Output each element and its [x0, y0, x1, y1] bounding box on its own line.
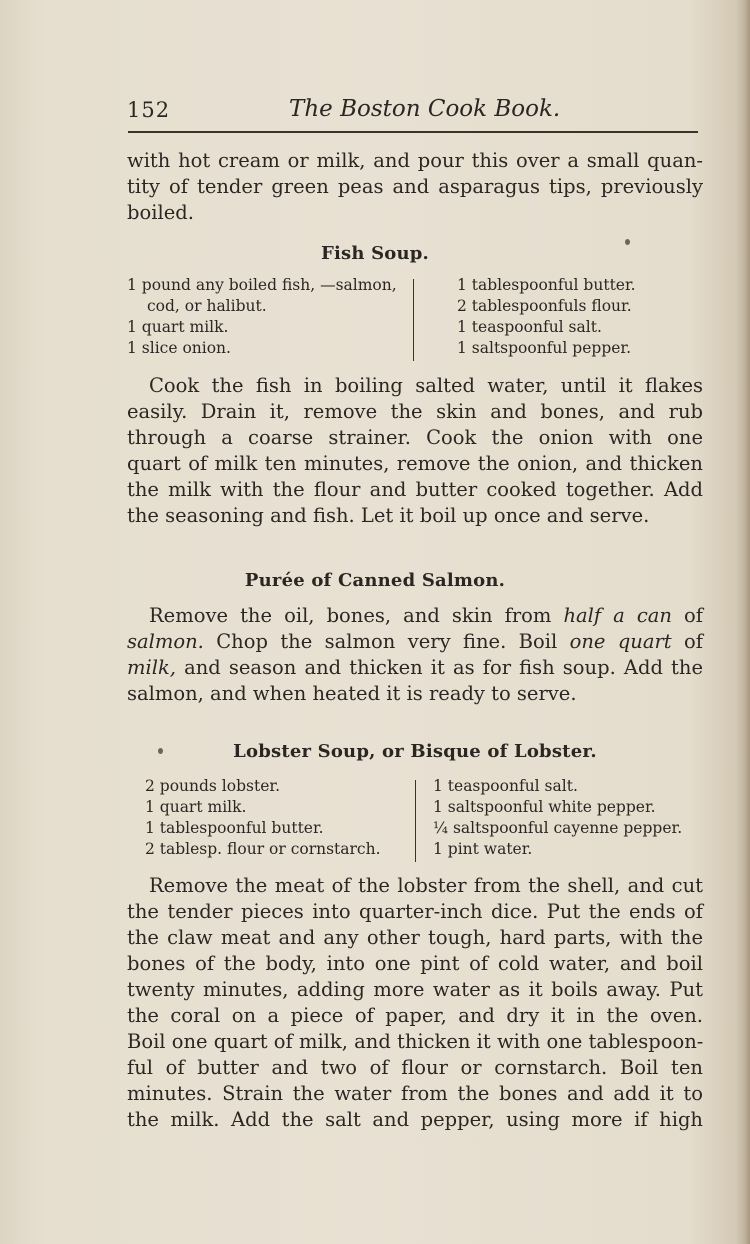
text-line: easily. Drain it, remove the skin and bones, and rub — [127, 400, 703, 423]
ingredients-right-column — [433, 776, 682, 860]
ingredient: 1 slice onion. — [127, 339, 231, 357]
text-line: Cook the fish in boiling salted water, until it flakes — [149, 374, 703, 397]
text-line: quart of milk ten minutes, remove the onion, and thicken — [127, 452, 703, 475]
fish-soup-method — [127, 373, 703, 529]
ingredient: cod, or halibut. — [147, 297, 267, 315]
ingredient: ¼ saltspoonful cayenne pepper. — [433, 819, 683, 837]
ingredient: 1 pint water. — [433, 840, 533, 858]
ingredient: 1 tablespoonful butter. — [145, 819, 324, 837]
text-line: the tender pieces into quarter-inch dice. Put the ends of — [127, 900, 703, 923]
text-line — [127, 603, 703, 629]
column-divider — [415, 780, 416, 862]
text-line: boiled. — [127, 201, 194, 224]
puree-salmon-heading: Purée of Canned Salmon. — [244, 570, 506, 591]
running-title: The Boston Cook Book. — [289, 96, 561, 122]
page-header — [127, 96, 697, 128]
italic-text-run: half a can — [563, 604, 672, 627]
lobster-soup-method — [127, 873, 703, 1133]
text-run: Remove the oil, bones, and skin from — [149, 604, 564, 627]
text-line: through a coarse strainer. Cook the onion with one — [127, 426, 703, 449]
text-run: Chop the salmon very fine. Boil — [203, 630, 570, 653]
text-run: of — [671, 630, 703, 653]
text-line: Remove the meat of the lobster from the shell, and cut — [149, 874, 703, 897]
ingredients-left-column — [145, 776, 381, 860]
ingredient: 2 tablespoonfuls flour. — [457, 297, 632, 315]
text-line: with hot cream or milk, and pour this over a small quan- — [127, 149, 703, 172]
lobster-soup-heading: Lobster Soup, or Bisque of Lobster. — [233, 741, 597, 762]
text-line: tity of tender green peas and asparagus tips, previously — [127, 175, 703, 198]
text-line: twenty minutes, adding more water as it boils away. Put — [127, 978, 703, 1001]
text-line: the claw meat and any other tough, hard parts, with the — [127, 926, 703, 949]
text-line: ful of butter and two of flour or cornstarch. Boil ten — [127, 1056, 703, 1079]
ingredient: 1 saltspoonful pepper. — [457, 339, 632, 357]
italic-text-run: one quart — [569, 630, 672, 653]
ingredient: 1 teaspoonful salt. — [457, 318, 602, 336]
intro-paragraph — [127, 148, 703, 226]
ink-speck — [625, 239, 630, 245]
ingredient: 2 tablesp. flour or cornstarch. — [145, 840, 381, 858]
header-rule — [128, 131, 698, 133]
ingredient: 1 saltspoonful white pepper. — [433, 798, 656, 816]
text-line: bones of the body, into one pint of cold water, and boil — [127, 952, 703, 975]
text-line: minutes. Strain the water from the bones and add it to — [127, 1082, 703, 1105]
text-line: Boil one quart of milk, and thicken it with one tablespoon- — [127, 1030, 704, 1053]
lobster-soup-ingredients — [145, 776, 705, 864]
text-line: salmon, and when heated it is ready to serve. — [127, 682, 577, 705]
ingredient: 1 quart milk. — [145, 798, 247, 816]
italic-text-run: milk, — [127, 656, 176, 679]
text-line: the milk. Add the salt and pepper, using more if high — [127, 1108, 703, 1131]
ingredient: 1 teaspoonful salt. — [433, 777, 578, 795]
puree-salmon-method — [127, 603, 703, 707]
fish-soup-ingredients — [127, 275, 697, 363]
text-line — [127, 655, 703, 681]
ingredients-left-column — [127, 275, 397, 359]
text-line: the milk with the flour and butter cooked together. Add — [127, 478, 703, 501]
ingredient: 1 pound any boiled fish, —salmon, — [127, 276, 397, 294]
italic-text-run: salmon. — [127, 630, 204, 653]
page-number: 152 — [127, 98, 171, 122]
text-line: the coral on a piece of paper, and dry it in the oven. — [127, 1004, 703, 1027]
text-line — [127, 629, 703, 655]
ingredient: 2 pounds lobster. — [145, 777, 281, 795]
column-divider — [413, 279, 414, 361]
text-run: of — [671, 604, 703, 627]
ingredient: 1 quart milk. — [127, 318, 229, 336]
page-edge-shadow — [736, 0, 750, 1244]
fish-soup-heading: Fish Soup. — [320, 243, 430, 264]
text-run: and season and thicken it as for fish soup. Add the — [175, 656, 703, 679]
ingredients-right-column — [457, 275, 636, 359]
text-line: the seasoning and fish. Let it boil up once and serve. — [127, 504, 650, 527]
ingredient: 1 tablespoonful butter. — [457, 276, 636, 294]
